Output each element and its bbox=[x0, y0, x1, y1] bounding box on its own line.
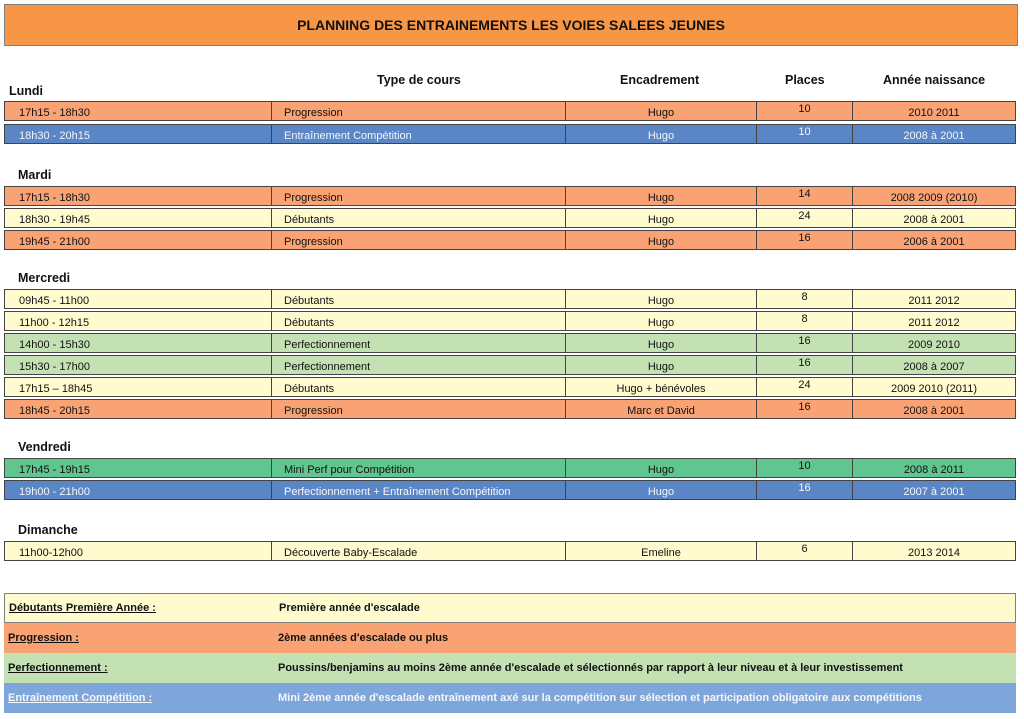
time-cell: 19h45 - 21h00 bbox=[5, 231, 272, 249]
year-cell: 2008 à 2001 bbox=[903, 129, 965, 142]
year-cell: 2009 2010 (2011) bbox=[890, 382, 978, 395]
year-cell: 2008 2009 (2010) bbox=[890, 191, 978, 204]
table-row bbox=[4, 101, 1016, 121]
table-row bbox=[4, 458, 1016, 478]
page-title: PLANNING DES ENTRAINEMENTS LES VOIES SALEES JEUNES bbox=[4, 4, 1018, 46]
day-vendredi: Vendredi bbox=[18, 440, 71, 454]
year-cell: 2008 à 2001 bbox=[903, 404, 965, 417]
time-cell: 17h45 - 19h15 bbox=[5, 459, 272, 477]
encadrement-cell: Emeline bbox=[566, 542, 757, 560]
time-cell: 17h15 - 18h30 bbox=[5, 187, 272, 205]
places-cell: 6 bbox=[757, 542, 853, 560]
encadrement-cell: Hugo bbox=[566, 334, 757, 352]
places-cell: 14 bbox=[757, 187, 853, 205]
places-cell: 24 bbox=[757, 209, 853, 227]
header-type: Type de cours bbox=[377, 73, 461, 87]
encadrement-cell: Hugo + bénévoles bbox=[566, 378, 757, 396]
encadrement-cell: Marc et David bbox=[566, 400, 757, 418]
encadrement-cell: Hugo bbox=[566, 231, 757, 249]
places-cell: 10 bbox=[757, 459, 853, 477]
type-cell: Débutants bbox=[272, 290, 566, 308]
table-row bbox=[4, 541, 1016, 561]
time-cell: 15h30 - 17h00 bbox=[5, 356, 272, 374]
year-cell: 2008 à 2011 bbox=[903, 463, 965, 476]
time-cell: 17h15 – 18h45 bbox=[5, 378, 272, 396]
table-row bbox=[4, 208, 1016, 228]
encadrement-cell: Hugo bbox=[566, 102, 757, 120]
places-cell: 16 bbox=[757, 356, 853, 374]
time-cell: 11h00 - 12h15 bbox=[5, 312, 272, 330]
table-row bbox=[4, 333, 1016, 353]
time-cell: 14h00 - 15h30 bbox=[5, 334, 272, 352]
type-cell: Débutants bbox=[272, 209, 566, 227]
type-cell: Mini Perf pour Compétition bbox=[272, 459, 566, 477]
header-annee: Année naissance bbox=[883, 73, 986, 87]
table-row bbox=[4, 480, 1016, 500]
encadrement-cell: Hugo bbox=[566, 459, 757, 477]
table-row bbox=[4, 289, 1016, 309]
time-cell: 11h00-12h00 bbox=[5, 542, 272, 560]
type-cell: Entraînement Compétition bbox=[272, 125, 566, 143]
legend-desc: Première année d'escalade bbox=[279, 602, 420, 614]
day-lundi: Lundi bbox=[9, 84, 44, 98]
table-row bbox=[4, 186, 1016, 206]
legend-label: Entraînement Compétition : bbox=[8, 692, 153, 704]
day-mercredi: Mercredi bbox=[18, 271, 71, 285]
type-cell: Perfectionnement + Entraînement Compétition bbox=[272, 481, 566, 499]
type-cell: Découverte Baby-Escalade bbox=[272, 542, 566, 560]
type-cell: Débutants bbox=[272, 312, 566, 330]
year-cell: 2007 à 2001 bbox=[903, 485, 965, 498]
time-cell: 18h30 - 20h15 bbox=[5, 125, 272, 143]
year-cell: 2010 2011 bbox=[908, 106, 960, 119]
table-row bbox=[4, 311, 1016, 331]
time-cell: 09h45 - 11h00 bbox=[5, 290, 272, 308]
type-cell: Progression bbox=[272, 231, 566, 249]
legend-progression bbox=[4, 623, 1016, 653]
places-cell: 16 bbox=[757, 400, 853, 418]
legend-label: Perfectionnement : bbox=[8, 662, 108, 674]
day-mardi: Mardi bbox=[18, 168, 52, 182]
table-row bbox=[4, 230, 1016, 250]
encadrement-cell: Hugo bbox=[566, 209, 757, 227]
legend-label: Débutants Première Année : bbox=[9, 602, 156, 614]
encadrement-cell: Hugo bbox=[566, 312, 757, 330]
places-cell: 16 bbox=[757, 334, 853, 352]
legend-desc: Poussins/benjamins au moins 2ème année d'escalade et sélectionnés par rapport à leur niveau et à leur investissement bbox=[278, 662, 903, 674]
legend-entrainement-competition bbox=[4, 683, 1016, 713]
type-cell: Progression bbox=[272, 400, 566, 418]
type-cell: Perfectionnement bbox=[272, 356, 566, 374]
table-row bbox=[4, 124, 1016, 144]
places-cell: 8 bbox=[757, 290, 853, 308]
time-cell: 18h30 - 19h45 bbox=[5, 209, 272, 227]
legend-label: Progression : bbox=[8, 632, 79, 644]
encadrement-cell: Hugo bbox=[566, 187, 757, 205]
legend-desc: 2ème années d'escalade ou plus bbox=[278, 632, 449, 644]
encadrement-cell: Hugo bbox=[566, 481, 757, 499]
places-cell: 16 bbox=[757, 231, 853, 249]
table-row bbox=[4, 399, 1016, 419]
legend-debutants bbox=[4, 593, 1016, 623]
places-cell: 10 bbox=[757, 125, 853, 143]
table-row bbox=[4, 377, 1016, 397]
header-encadrement: Encadrement bbox=[620, 73, 700, 87]
year-cell: 2011 2012 bbox=[908, 294, 960, 307]
encadrement-cell: Hugo bbox=[566, 356, 757, 374]
year-cell: 2009 2010 bbox=[908, 338, 960, 351]
time-cell: 19h00 - 21h00 bbox=[5, 481, 272, 499]
legend-desc: Mini 2ème année d'escalade entraînement axé sur la compétition sur sélection et participation obligatoire aux compétitions bbox=[278, 692, 922, 704]
year-cell: 2008 à 2001 bbox=[903, 213, 965, 226]
encadrement-cell: Hugo bbox=[566, 125, 757, 143]
time-cell: 17h15 - 18h30 bbox=[5, 102, 272, 120]
legend-perfectionnement bbox=[4, 653, 1016, 683]
type-cell: Débutants bbox=[272, 378, 566, 396]
year-cell: 2011 2012 bbox=[908, 316, 960, 329]
places-cell: 10 bbox=[757, 102, 853, 120]
encadrement-cell: Hugo bbox=[566, 290, 757, 308]
day-dimanche: Dimanche bbox=[18, 523, 78, 537]
table-row bbox=[4, 355, 1016, 375]
places-cell: 8 bbox=[757, 312, 853, 330]
year-cell: 2008 à 2007 bbox=[903, 360, 965, 373]
year-cell: 2006 à 2001 bbox=[903, 235, 965, 248]
type-cell: Progression bbox=[272, 187, 566, 205]
places-cell: 24 bbox=[757, 378, 853, 396]
year-cell: 2013 2014 bbox=[908, 546, 960, 559]
places-cell: 16 bbox=[757, 481, 853, 499]
header-places: Places bbox=[785, 73, 825, 87]
time-cell: 18h45 - 20h15 bbox=[5, 400, 272, 418]
type-cell: Progression bbox=[272, 102, 566, 120]
type-cell: Perfectionnement bbox=[272, 334, 566, 352]
